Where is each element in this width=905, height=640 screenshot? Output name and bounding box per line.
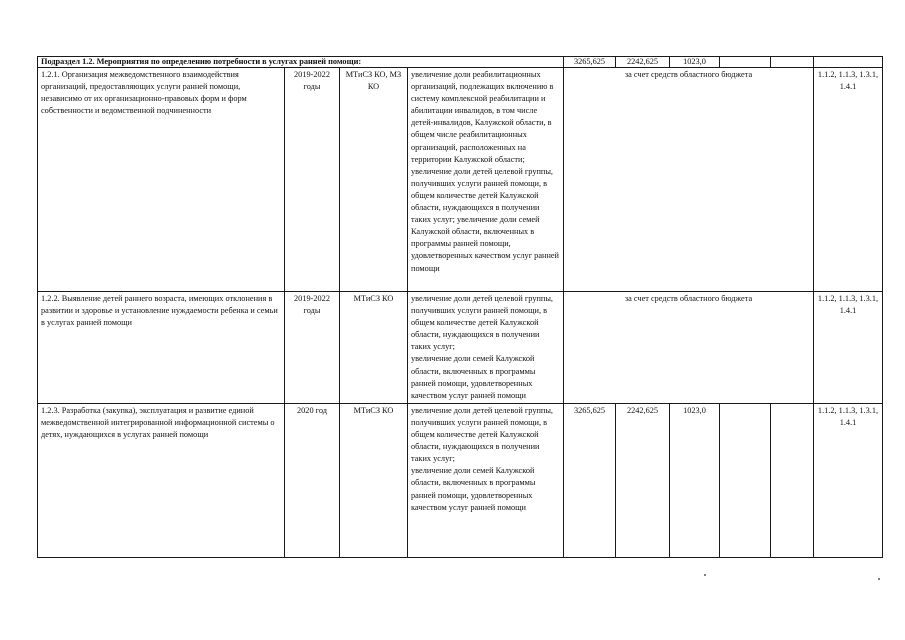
activity-name: 1.2.2. Выявление детей раннего возраста, имеющих отклонения в развитии и здоровье и установление нуждаемости ребенка и семьи в услугах ранней помощи <box>38 292 285 404</box>
amount-federal: 1023,0 <box>670 403 720 557</box>
subsection-codes-cell <box>814 57 883 68</box>
activity-executor: МТиСЗ КО <box>340 292 408 404</box>
activity-executor: МТиСЗ КО, МЗ КО <box>340 68 408 292</box>
funding-source-note: за счет средств областного бюджета <box>564 68 814 292</box>
activity-period: 2019-2022 годы <box>285 292 340 404</box>
subsection-header-row <box>38 57 883 68</box>
table-row <box>38 403 883 557</box>
subsection-total-5 <box>771 57 814 68</box>
indicator-text: увеличение доли семей Калужской области, включенных в программы ранней помощи, удовлетворенных качеством услуг ранней помощи <box>411 354 536 400</box>
activity-period: 2020 год <box>285 403 340 557</box>
activity-period: 2019-2022 годы <box>285 68 340 292</box>
amount-regional: 2242,625 <box>616 403 670 557</box>
amount-total: 3265,625 <box>564 403 616 557</box>
scan-speck <box>878 578 880 580</box>
subsection-total-all: 3265,625 <box>564 57 616 68</box>
indicator-text: увеличение доли реабилитационных организаций, подлежащих включению в систему комплексной реабилитации и абилитации инвалидов, в том числе детей-инвалидов, Калужской области, в общем числе реабилитационных организаций, расположенных на территории Калужской области; <box>411 70 554 164</box>
amount-col5 <box>771 403 814 557</box>
indicator-text: увеличение доли детей целевой группы, получивших услуги ранней помощи, в общем количестве детей Калужской области, нуждающихся в получении таких услуг; <box>411 405 554 464</box>
table-row <box>38 292 883 404</box>
indicator-text: увеличение доли детей целевой группы, получивших услуги ранней помощи, в общем количестве детей Калужской области, нуждающихся в получении таких услуг; <box>411 294 554 352</box>
amount-col4 <box>720 403 771 557</box>
subsection-total-2: 2242,625 <box>616 57 670 68</box>
subsection-title: Подраздел 1.2. Мероприятия по определению потребности в услугах ранней помощи: <box>38 57 564 68</box>
funding-source-note: за счет средств областного бюджета <box>564 292 814 404</box>
activity-indicators <box>408 292 564 404</box>
indicator-codes: 1.1.2, 1.1.3, 1.3.1, 1.4.1 <box>814 292 883 404</box>
subsection-total-4 <box>720 57 771 68</box>
program-activities-table <box>37 56 883 558</box>
scan-speck <box>704 574 706 576</box>
activity-name: 1.2.3. Разработка (закупка), эксплуатация и развитие единой межведомственной интегрированной информационной системы о детях, нуждающихся в услугах ранней помощи <box>38 403 285 557</box>
table-row <box>38 68 883 292</box>
activity-executor: МТиСЗ КО <box>340 403 408 557</box>
indicator-codes: 1.1.2, 1.1.3, 1.3.1, 1.4.1 <box>814 68 883 292</box>
indicator-text: увеличение доли детей целевой группы, получивших услуги ранней помощи, в общем количестве детей Калужской области, нуждающихся в получении таких услуг; увеличение доли семей Калужской области, включенных в программы ранней помощи, удовлетворенных качеством услуг ранней помощи <box>411 166 560 273</box>
indicator-codes: 1.1.2, 1.1.3, 1.3.1, 1.4.1 <box>814 403 883 557</box>
indicator-text: увеличение доли семей Калужской области, включенных в программы ранней помощи, удовлетворенных качеством услуг ранней помощи <box>411 466 536 512</box>
subsection-total-3: 1023,0 <box>670 57 720 68</box>
activity-indicators <box>408 403 564 557</box>
activity-name: 1.2.1. Организация межведомственного взаимодействия организаций, предоставляющих услуги ранней помощи, независимо от их организационно-правовых форм и форм собственности и ведомственной подчиненности <box>38 68 285 292</box>
activity-indicators <box>408 68 564 292</box>
